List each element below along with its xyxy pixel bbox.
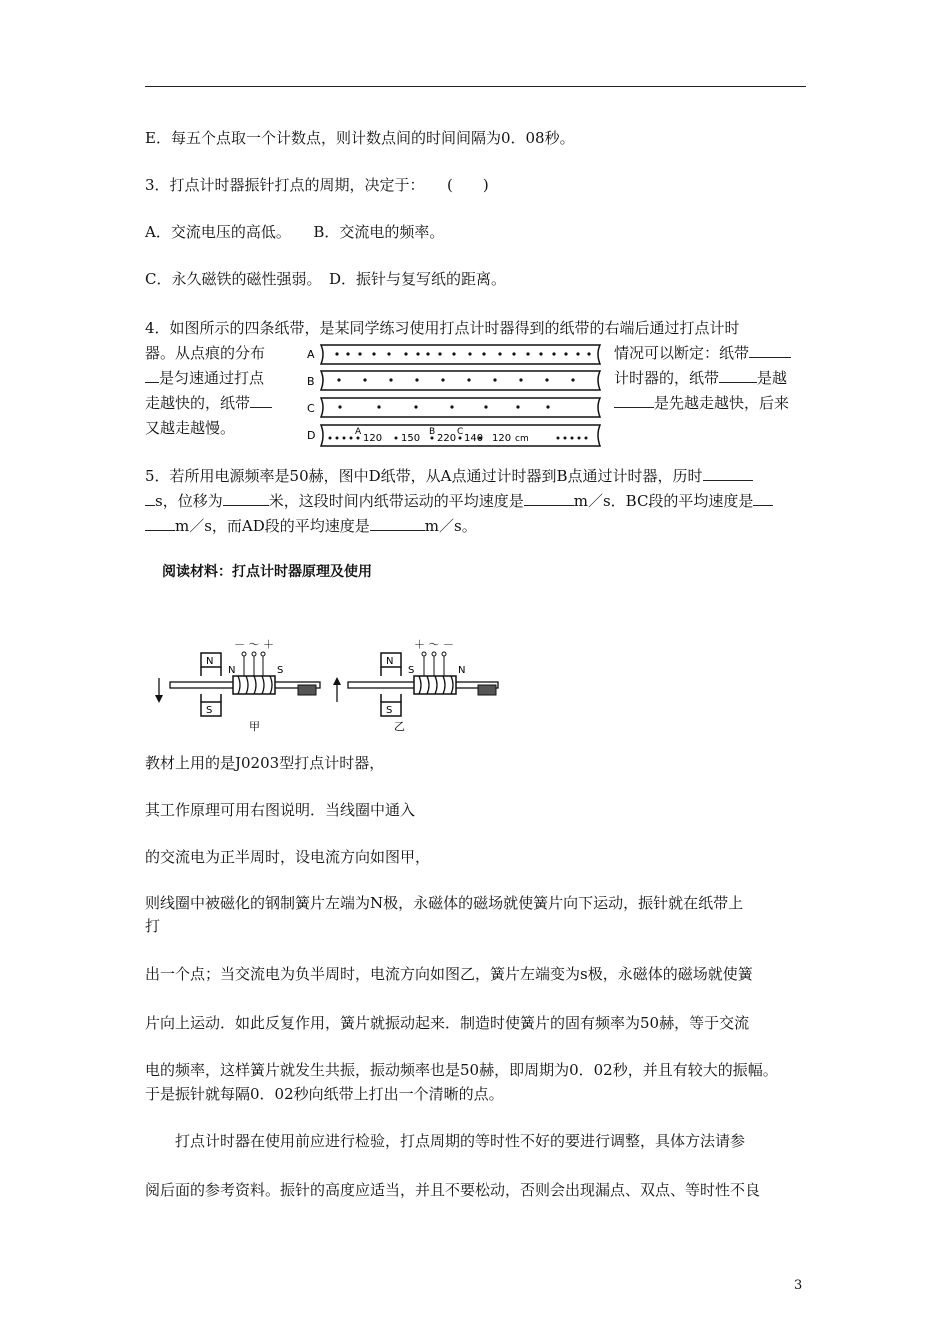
q4-blank-2[interactable] [719, 368, 757, 383]
q5-line-1: 5．若所用电源频率是50赫，图中D纸带，从A点通过计时器到B点通过计时器，历时 [145, 466, 753, 486]
tape-label-d: D [307, 429, 316, 442]
q2-option-e: E．每五个点取一个计数点，则计数点间的时间间隔为0．08秒。 [145, 129, 575, 147]
tape-d-dist-5: 120 [492, 433, 512, 444]
tape-label-a: A [307, 348, 315, 361]
reading-para-7: 电的频率，这样簧片就发生共振，振动频率也是50赫，即周期为0．02秒，并且有较大的振幅。 [145, 1061, 778, 1079]
tape-d-label-c: C [457, 427, 464, 437]
q4-blank-1[interactable] [749, 343, 791, 358]
q5-blank-displacement[interactable] [223, 491, 269, 506]
q3-options-ab: A．交流电压的高低。 B．交流电的频率。 [145, 223, 445, 241]
reading-title: 阅读材料：打点计时器原理及使用 [162, 564, 372, 580]
arrow-up-icon [333, 677, 341, 685]
q3-stem: 3．打点计时器振针打点的周期，决定于： ( ) [145, 176, 489, 194]
svg-text:S: S [386, 705, 393, 716]
svg-text:S: S [206, 705, 213, 716]
tape-c [307, 398, 600, 417]
diagram-jia [155, 638, 320, 733]
reading-para-2: 其工作原理可用右图说明．当线圈中通入 [145, 801, 416, 819]
tape-d [307, 425, 600, 446]
q4-line-3-right: 计时器的，纸带 是越 [614, 369, 788, 387]
reading-para-3: 的交流电为正半周时，设电流方向如图甲， [145, 848, 431, 866]
svg-text:S: S [277, 665, 284, 676]
q4-blank-3[interactable] [250, 393, 272, 408]
header-rule [145, 86, 806, 87]
tape-d-unit: cm [515, 434, 529, 444]
reading-para-10: 阅后面的参考资料。振针的高度应适当，并且不要松动，否则会出现漏点、双点、等时性不良 [145, 1181, 761, 1199]
q4-line-5-left: 又越走越慢。 [145, 419, 236, 437]
clamp-block [298, 685, 316, 695]
q5-blank-ad-velocity[interactable] [370, 516, 425, 531]
tape-label-b: B [307, 375, 315, 388]
q5-blank-avg-velocity[interactable] [524, 491, 574, 506]
q4-line-2-left: 器。从点痕的分布 [145, 344, 266, 362]
svg-text:N: N [458, 665, 466, 676]
arrow-down-icon [155, 695, 163, 703]
tape-d-dist-2: 150 [401, 433, 421, 444]
svg-text:＋ ～ －: ＋ ～ － [414, 638, 454, 651]
q5-blank-time[interactable] [703, 466, 753, 481]
tape-label-c: C [307, 402, 315, 415]
reading-para-1: 教材上用的是J0203型打点计时器， [145, 754, 385, 772]
tape-d-dist-4: 140 [464, 433, 484, 444]
svg-text:S: S [408, 665, 415, 676]
q4-line-4-right: 是先越走越快，后来 [614, 393, 789, 413]
tape-d-label-b: B [429, 427, 436, 437]
q4-blank-1-cont[interactable] [145, 368, 159, 383]
q5-blank-bc-velocity-cont[interactable] [145, 516, 175, 531]
tape-d-label-a: A [355, 427, 362, 437]
svg-text:N: N [228, 665, 236, 676]
tape-a [307, 345, 600, 364]
tape-d-dist-1: 120 [363, 433, 383, 444]
q5-blank-bc-velocity[interactable] [753, 491, 773, 506]
q4-line-4-left: 走越快的，纸带 [145, 393, 272, 413]
reading-para-5: 出一个点；当交流电为负半周时，电流方向如图乙，簧片左端变为s极，永磁体的磁场就使簧 [145, 965, 753, 983]
q5-line-3: m／s，而AD段的平均速度是 m／s。 [145, 516, 477, 536]
q4-blank-4[interactable] [614, 393, 654, 408]
q5-blank-time-cont[interactable] [145, 491, 155, 506]
svg-text:－ ～ ＋: － ～ ＋ [234, 638, 274, 651]
paper-tapes-figure [304, 340, 610, 458]
reading-para-8: 于是振针就每隔0．02秒向纸带上打出一个清晰的点。 [145, 1085, 504, 1103]
reading-para-9: 打点计时器在使用前应进行检验，打点周期的等时性不好的要进行调整，具体方法请参 [175, 1132, 746, 1150]
q4-line-1: 4．如图所示的四条纸带，是某同学练习使用打点计时器得到的纸带的右端后通过打点计时 [145, 319, 740, 337]
caption-jia: 甲 [249, 720, 260, 733]
diagram-yi [333, 638, 498, 733]
svg-text:N: N [206, 656, 214, 667]
page-number: 3 [794, 1278, 803, 1293]
q5-line-2: s，位移为 米，这段时间内纸带运动的平均速度是 m／s．BC段的平均速度是 [145, 491, 773, 511]
q3-options-cd: C．永久磁铁的磁性强弱。 D．振针与复写纸的距离。 [145, 270, 507, 288]
reading-para-4: 则线圈中被磁化的钢制簧片左端为N极，永磁体的磁场就使簧片向下运动，振针就在纸带上 [145, 894, 744, 912]
caption-yi: 乙 [394, 720, 405, 733]
tape-b [307, 371, 600, 390]
q4-line-2-right: 情况可以断定：纸带 [614, 343, 791, 363]
svg-text:N: N [386, 656, 394, 667]
q4-line-3-left: 是匀速通过打点 [145, 368, 264, 388]
reading-para-6: 片向上运动．如此反复作用，簧片就振动起来．制造时使簧片的固有频率为50赫，等于交流 [145, 1014, 750, 1032]
reading-para-4b: 打 [145, 917, 161, 935]
timer-principle-figure [150, 638, 505, 738]
tape-d-dist-3: 220 [437, 433, 457, 444]
